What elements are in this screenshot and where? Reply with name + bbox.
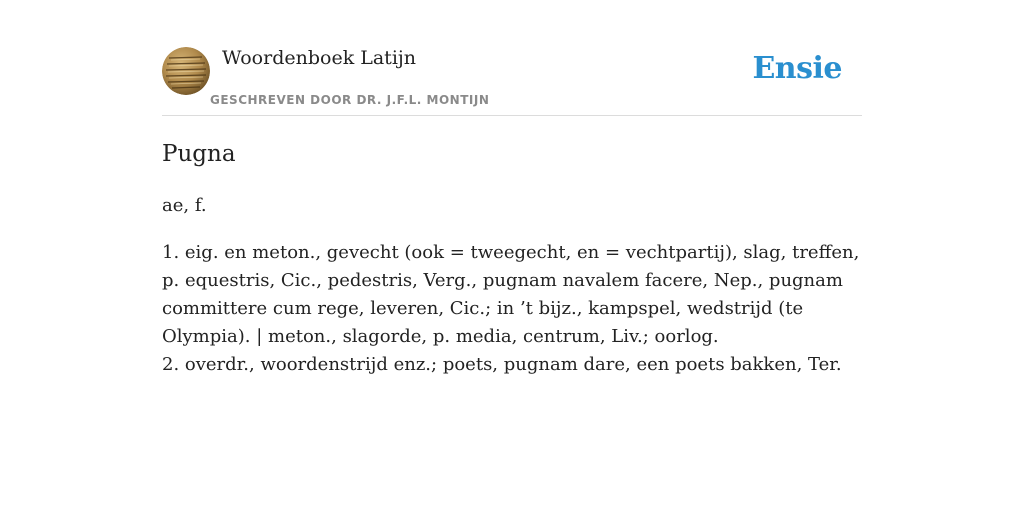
- sense-1: 1. eig. en meton., gevecht (ook = tweegecht, en = vechtpartij), slag, treffen, p. equestris, Cic., pedestris, Verg., pugnam navalem facere, Nep., pugnam committere cum rege, leveren, Cic.; in ’t bijz., kampspel, wedstrijd (te Olympia). | meton., slagorde, p. media, centrum, Liv.; oorlog.: [162, 242, 860, 347]
- dictionary-title[interactable]: Woordenboek Latijn: [222, 47, 417, 69]
- sense-2: 2. overdr., woordenstrijd enz.; poets, pugnam dare, een poets bakken, Ter.: [162, 354, 842, 375]
- page-container: [162, 0, 862, 375]
- entry-definition: [162, 239, 862, 379]
- ensie-logo[interactable]: Ensie: [752, 51, 842, 86]
- entry-headword: Pugna: [162, 141, 236, 167]
- author-line: GESCHREVEN DOOR DR. J.F.L. MONTIJN: [210, 93, 490, 107]
- entry-grammar: ae, f.: [162, 195, 207, 216]
- dictionary-header: [162, 0, 862, 116]
- latin-inscription-coin-icon[interactable]: [162, 47, 210, 95]
